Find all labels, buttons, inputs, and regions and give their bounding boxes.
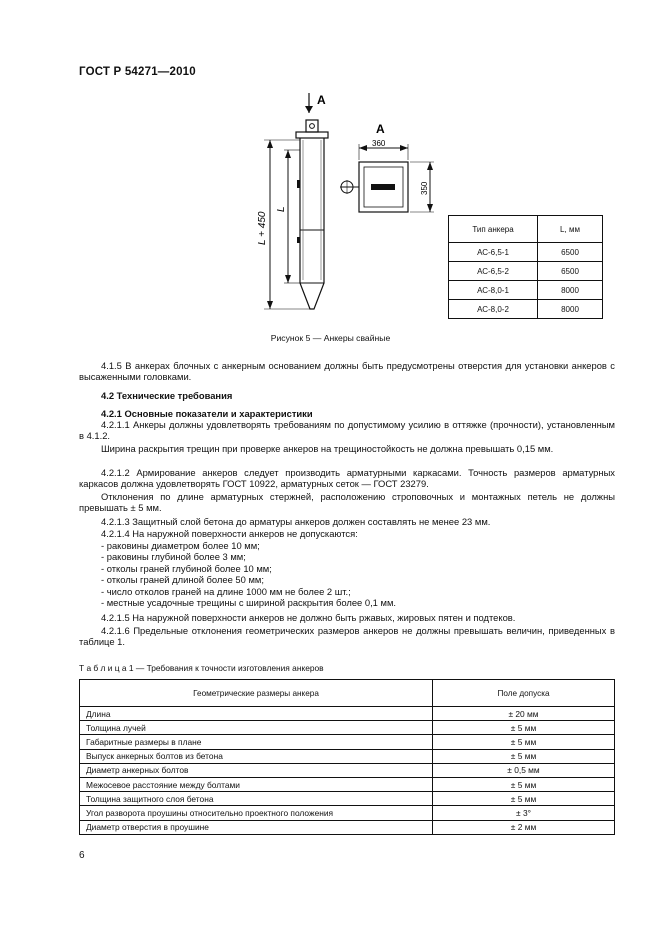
list-item: - отколы граней глубиной более 10 мм; [101,562,272,574]
view-label-a: A [376,122,385,136]
small-table-header: L, мм [538,216,603,243]
paragraph-4-1-5: 4.1.5 В анкерах блочных с анкерным основанием должны быть предусмотрены отверстия для установки анкеров с высаженными головками. [79,360,615,383]
table-row [80,806,615,820]
small-table-cell: АС-8,0-2 [449,300,538,319]
table-row [80,749,615,763]
table-row [80,707,615,721]
paragraph-4-2-1-1: 4.2.1.1 Анкеры должны удовлетворять требованиям по допустимому усилию в оттяжке (прочности), установленным в 4.1.2. [79,419,615,442]
table-row [80,763,615,777]
dim-height-label: 350 [420,181,429,195]
table1-tolerance: ± 5 мм [433,735,615,749]
table1-param: Длина [80,707,433,721]
table1-tolerance: ± 0,5 мм [433,763,615,777]
small-table-cell: 8000 [538,300,603,319]
view-label-a-top: A [317,93,326,107]
table1-param: Диаметр анкерных болтов [80,763,433,777]
list-item: - отколы граней длиной более 50 мм; [101,574,264,586]
paragraph-4-2-1-4: 4.2.1.4 На наружной поверхности анкеров не допускаются: [101,528,358,539]
table-row [80,792,615,806]
document-header: ГОСТ Р 54271—2010 [79,66,196,78]
small-table-header: Тип анкера [449,216,538,243]
dim-width-label: 360 [372,139,386,148]
table1-tolerance: ± 5 мм [433,777,615,791]
paragraph-4-2-1-5: 4.2.1.5 На наружной поверхности анкеров не должно быть ржавых, жировых пятен и подтеков. [101,612,516,623]
table1-tolerance: ± 5 мм [433,749,615,763]
table1-param: Толщина защитного слоя бетона [80,792,433,806]
paragraph-4-2-1-6: 4.2.1.6 Предельные отклонения геометрических размеров анкеров не должны превышать величин, приведенных в таблице 1. [79,625,615,648]
small-table-cell: АС-8,0-1 [449,281,538,300]
list-item: - раковины диаметром более 10 мм; [101,540,260,551]
list-item: - число отколов граней на длине 1000 мм не более 2 шт.; [101,585,351,597]
view-arrow-icon [305,106,313,113]
table-row [80,777,615,791]
table-row [80,735,615,749]
tolerance-table [79,679,615,835]
table1-title: Т а б л и ц а 1 — Требования к точности изготовления анкеров [79,663,324,673]
table1-tolerance: ± 5 мм [433,792,615,806]
table1-param: Угол разворота проушины относительно проектного положения [80,806,433,820]
paragraph-crack-width: Ширина раскрытия трещин при проверке анкеров на трещиностойкость не должна превышать 0,15 мм. [101,443,554,454]
table-row [80,721,615,735]
dim-l-label: L [276,206,287,212]
table1-param: Толщина лучей [80,721,433,735]
list-item: - раковины глубиной более 3 мм; [101,551,246,563]
table1-param: Выпуск анкерных болтов из бетона [80,749,433,763]
anchor-types-table [448,215,603,319]
small-table-cell: АС-6,5-1 [449,243,538,262]
section-heading-4-2: 4.2 Технические требования [101,390,233,401]
table1-header: Геометрические размеры анкера [80,680,433,707]
table1-tolerance: ± 5 мм [433,721,615,735]
table1-param: Габаритные размеры в плане [80,735,433,749]
small-table-cell: 6500 [538,243,603,262]
paragraph-4-2-1-3: 4.2.1.3 Защитный слой бетона до арматуры анкеров должен составлять не менее 23 мм. [101,516,491,527]
table-row [80,820,615,834]
table1-param: Межосевое расстояние между болтами [80,777,433,791]
table1-tolerance: ± 20 мм [433,707,615,721]
small-table-cell: 8000 [538,281,603,300]
small-table-cell: 6500 [538,262,603,281]
paragraph-4-2-1-2: 4.2.1.2 Армирование анкеров следует производить арматурными каркасами. Точность размеров арматурных каркасов должна удовлетворять ГОСТ 10922, арматурных сеток — ГОСТ 23279. [79,467,615,490]
table1-header: Поле допуска [433,680,615,707]
table1-tolerance: ± 2 мм [433,820,615,834]
paragraph-deviation: Отклонения по длине арматурных стержней, расположению строповочных и монтажных петель не должны превышать ± 5 мм. [79,491,615,514]
figure-caption: Рисунок 5 — Анкеры свайные [270,333,391,343]
list-item: - местные усадочные трещины с шириной раскрытия более 0,1 мм. [101,597,397,609]
section-heading-4-2-1: 4.2.1 Основные показатели и характеристики [101,408,313,419]
defect-list [79,540,615,608]
table1-tolerance: ± 3° [433,806,615,820]
dim-l450-label: L + 450 [257,211,268,245]
table1-param: Диаметр отверстия в проушине [80,820,433,834]
small-table-cell: АС-6,5-2 [449,262,538,281]
page-number: 6 [79,850,85,861]
